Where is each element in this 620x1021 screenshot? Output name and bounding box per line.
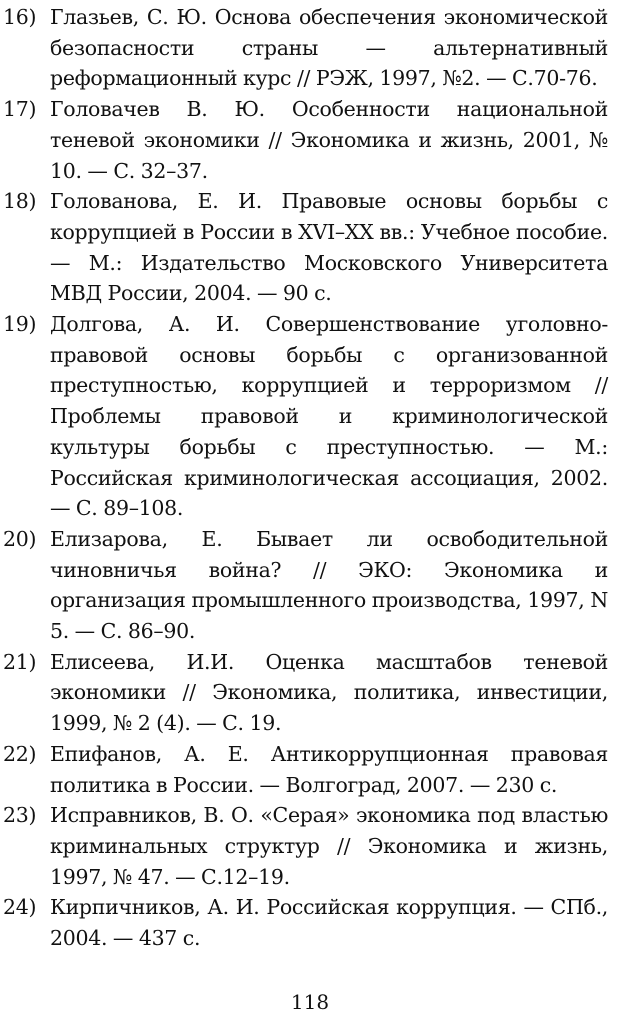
reference-text: Головачев В. Ю. Особенности национальной теневой экономики // Экономика и жизнь, 2001, № 10. — С. 32–37. [50,97,608,183]
reference-number: 20) [3,526,37,551]
reference-item [0,800,608,892]
reference-number: 16) [3,5,37,29]
reference-text: Исправников, В. О. «Серая» экономика под властью криминальных структур // Экономика и жизнь, 1997, № 47. — С.12–19. [50,803,608,889]
reference-text: Елизарова, Е. Бывает ли освободительной чиновничья война? // ЭКО: Экономика и организация промышленного производства, 1997, N 5. — С. 86–90. [50,526,608,644]
reference-item [0,647,608,739]
reference-item [0,524,608,647]
reference-number: 22) [3,741,37,766]
reference-number: 19) [3,312,37,337]
reference-item [0,309,608,524]
reference-number: 24) [3,895,37,920]
reference-text: Долгова, А. И. Совершенствование уголовно-правовой основы борьбы с организованной преступностью, коррупцией и терроризмом // Проблемы правовой и криминологической культуры борьбы с преступностью. — М.: Российская криминологическая ассоциация, 2002. — С. 89–108. [50,312,608,521]
reference-text: Елисеева, И.И. Оценка масштабов теневой экономики // Экономика, политика, инвестиции, 1999, № 2 (4). — С. 19. [50,649,608,736]
page-number: 118 [290,990,330,1014]
reference-item [0,892,608,953]
reference-number: 21) [3,649,37,674]
reference-number: 17) [3,97,37,122]
reference-item [0,739,608,800]
reference-item [0,186,608,309]
reference-text: Голованова, Е. И. Правовые основы борьбы с коррупцией в России в XVI–XX вв.: Учебное пособие. — М.: Издательство Московского Университета МВД России, 2004. — 90 с. [50,189,608,306]
reference-text: Епифанов, А. Е. Антикоррупционная правовая политика в России. — Волгоград, 2007. — 230 с. [50,741,608,797]
reference-text: Кирпичников, А. И. Российская коррупция. — СПб., 2004. — 437 с. [50,895,608,951]
reference-number: 18) [3,189,37,214]
reference-text: Глазьев, С. Ю. Основа обеспечения экономической безопасности страны — альтернативный реформационный курс // РЭЖ, 1997, №2. — С.70-76. [50,5,608,91]
reference-list [0,2,608,954]
reference-item [0,2,608,94]
reference-item [0,94,608,186]
reference-number: 23) [3,803,37,828]
